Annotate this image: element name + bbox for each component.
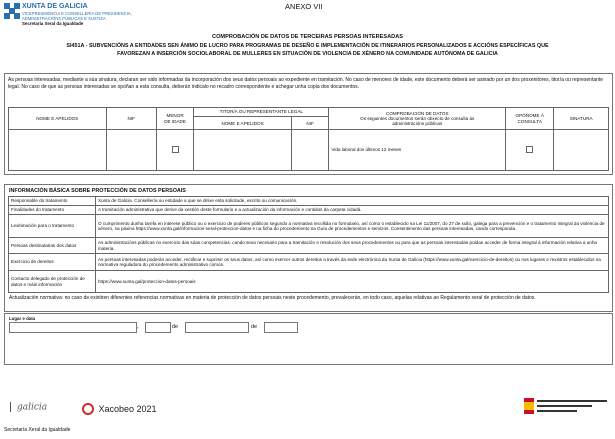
org-line3: Secretaría Xeral da Igualdade: [22, 21, 84, 26]
org-line1: VICEPRESIDENCIA E CONSELLERÍA DE PRESIDENCIA,: [22, 11, 132, 16]
minor-cell: [156, 130, 194, 171]
nif-cell[interactable]: [106, 130, 156, 171]
col-name: NOME E APELIDOS: [9, 108, 107, 130]
privacy-footer-note: Actualización normativa: no caso de existiren diferentes referencias normativas en materia de protección de datos persoais neste procedemento, prevalecerán, en todo caso, aquelas relativas ao Regulamento xeral de protección de datos.: [9, 295, 536, 301]
subtitle-line2: FAVOREZAN A INSERCIÓN SOCIOLABORAL DE MULLERES EN SITUACIÓN DE VIOLENCIA DE XÉNERO NA COMUNIDADE AUTÓNOMA DE GALICIA: [117, 51, 498, 57]
year-input[interactable]: [264, 322, 298, 333]
xacobeo-logo: Xacobeo 2021: [82, 400, 157, 414]
privacy-row: [9, 206, 609, 215]
persons-table: [8, 107, 609, 171]
interested-persons-box: [4, 73, 613, 175]
comma-sep: ,: [137, 324, 139, 330]
spain-government-logo: [524, 398, 610, 414]
privacy-label: Finalidades do tratamento: [9, 206, 96, 215]
intro-text: As persoas interesadas, mediante a súa sinatura, declaran ser sido informadas da incorporación dos seus datos persoais ao expediente en tramitación. No caso de menores de idade, este documento deberá ser asinado por un dos proxenitores, titor/a ou representante legal. No caso de que as persoas interesadas se opoñan a esta consulta, deberán indicalo no recadro correspondente e achegar unha copia dos documentos.: [8, 77, 604, 90]
privacy-value: O cumprimento dunha tarefa en interese público ou o exercicio de poderes públicos segundo a normativa recollida no formulario, así como o establecido na Lei 11/2007, do 27 de xullo, galega para a prevención e o tratamento integral da violencia de xénero, na páxina https://www.xunta.gal/informacion-xeral-proteccion-datos e na ficha do procedemento na Guía de procedementos e servizos. Consentimento das persoas interesadas, cando corresponda.: [96, 215, 609, 238]
privacy-value: Xunta de Galicia. Consellería ou entidade a que se dirixe esta solicitude, escrito ou comunicación.: [96, 197, 609, 206]
col-tutor: TITOR/A OU REPRESENTANTE LEGAL: [194, 108, 329, 117]
de-sep-2: de: [251, 324, 258, 330]
privacy-link[interactable]: https://www.xunta.gal/proteccion-datos-persoais: [96, 271, 609, 293]
footer-secretaria: Secretaría Xeral da Igualdade: [4, 427, 71, 433]
tutor-nif-cell[interactable]: [291, 130, 329, 171]
privacy-row: [9, 197, 609, 206]
name-cell[interactable]: [9, 130, 107, 171]
privacy-row: [9, 238, 609, 254]
privacy-label: Persoas destinatarias dos datos: [9, 238, 96, 254]
col-nif: NIF: [106, 108, 156, 130]
col-signature: SINATURA: [554, 108, 609, 130]
col-minor: MENOR DE IDADE: [156, 108, 194, 130]
oppose-checkbox[interactable]: [526, 146, 533, 153]
privacy-row: [9, 254, 609, 271]
col-check: COMPROBACIÓN DE DATOS Os seguintes documentos serán obxecto de consulta ás administracións públicas: [329, 108, 506, 130]
privacy-label: Lexitimación para o tratamento: [9, 215, 96, 238]
table-row: [9, 130, 609, 171]
oppose-cell: [506, 130, 554, 171]
galicia-logo: galicia: [10, 402, 47, 413]
privacy-label: Contacto delegado de protección de datos e máis información: [9, 271, 96, 293]
privacy-row: [9, 215, 609, 238]
privacy-value: As administracións públicas no exercicio das súas competencias, cando sexa necesario para a tramitación e resolución dos seus procedementos ou para que as persoas interesadas poidan acceder de forma integral á información relativa a unha materia.: [96, 238, 609, 254]
subtitle-line1: SI451A - SUBVENCIÓNS A ENTIDADES SEN ÁNIMO DE LUCRO PARA PROGRAMAS DE DESEÑO E IMPLEMENTACIÓN DE ITINERARIOS PERSONALIZADOS E ACCIÓNS ESPECÍFICAS QUE: [66, 43, 549, 49]
annex-label: ANEXO VII: [285, 2, 323, 11]
de-sep-1: de: [172, 324, 179, 330]
privacy-box: [4, 184, 613, 312]
document-title: COMPROBACIÓN DE DATOS DE TERCEIRAS PERSOAS INTERESADAS: [212, 34, 403, 40]
col-oppose: OPÓÑOME Á CONSULTA: [506, 108, 554, 130]
tutor-name-cell[interactable]: [194, 130, 292, 171]
privacy-table: [8, 196, 609, 293]
privacy-value: As persoas interesadas poderán acceder, rectificar e suprimir os seus datos, así como exercer outros dereitos a través da sede electrónica da Xunta de Galicia (https://www.xunta.gal/exercicio-de-dereitos) ou nos lugares e rexistros establecidos na normativa reguladora do procedemento administrativo común.: [96, 254, 609, 271]
month-input[interactable]: [185, 322, 249, 333]
privacy-row: [9, 271, 609, 293]
col-tutor-name: NOME E APELIDOS: [194, 117, 292, 130]
org-name: XUNTA DE GALICIA: [22, 3, 88, 10]
xacobeo-icon: [82, 403, 94, 415]
place-date-box: [4, 313, 613, 365]
privacy-heading: INFORMACIÓN BÁSICA SOBRE PROTECCIÓN DE DATOS PERSOAIS: [9, 188, 186, 194]
xunta-logo: [4, 3, 20, 19]
doc-item: Vida laboral dos últimos 12 meses: [329, 130, 506, 171]
place-date-label: Lugar e data: [9, 316, 36, 321]
privacy-label: Exercicio de dereitos: [9, 254, 96, 271]
place-input[interactable]: [9, 322, 137, 333]
signature-cell[interactable]: [554, 130, 609, 171]
privacy-label: Responsable do tratamento: [9, 197, 96, 206]
org-line2: ADMINISTRACIÓNS PÚBLICAS E XUSTIZA: [22, 16, 106, 21]
col-tutor-nif: NIF: [291, 117, 329, 130]
day-input[interactable]: [145, 322, 171, 333]
privacy-value: A tramitación administrativa que derive da xestión deste formulario e a actualización da información e contidos da carpeta cidadá.: [96, 206, 609, 215]
minor-checkbox[interactable]: [172, 146, 179, 153]
